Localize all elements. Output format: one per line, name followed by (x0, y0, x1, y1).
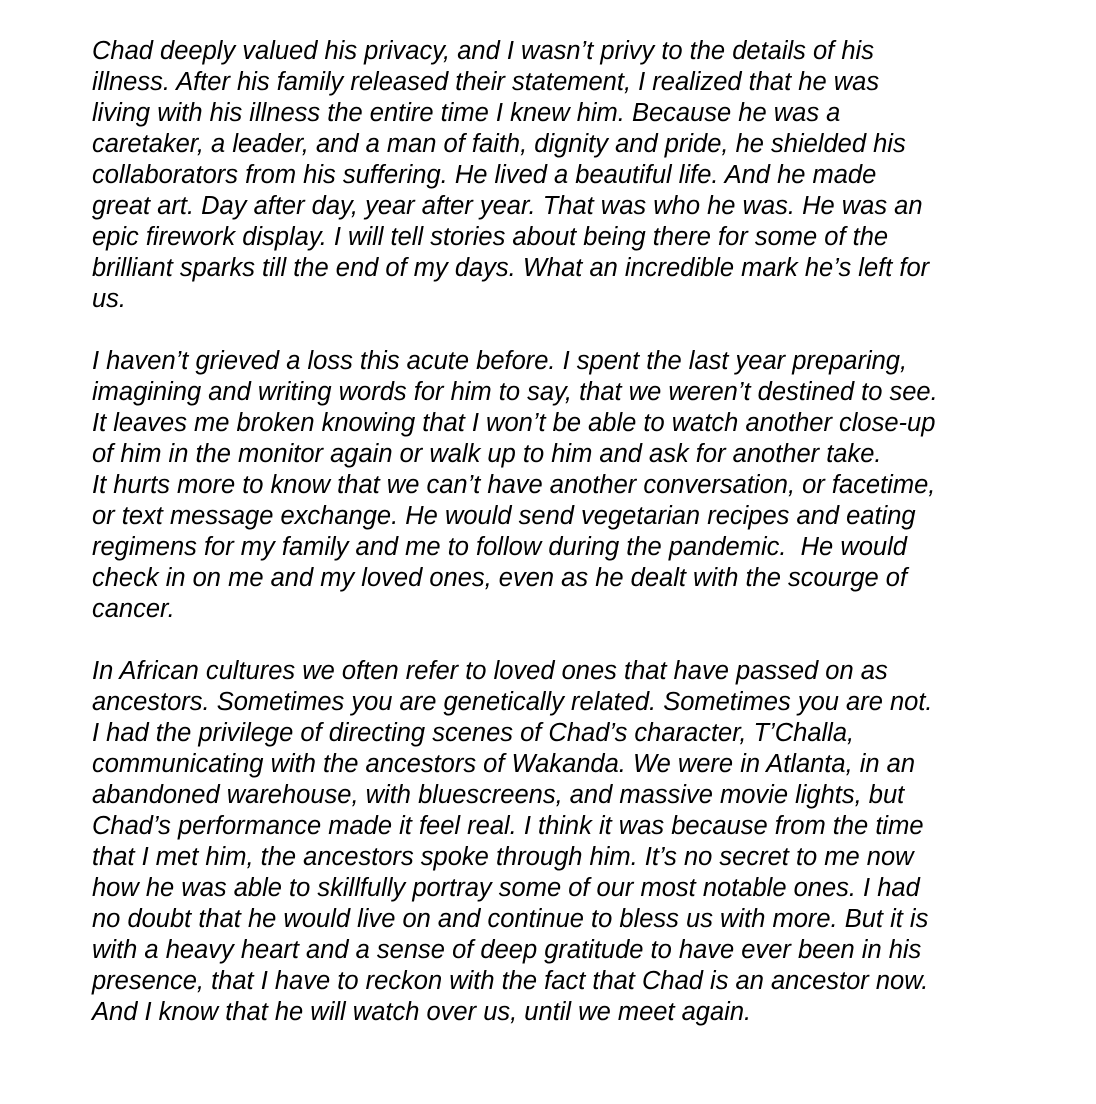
text-line: that I met him, the ancestors spoke through him. It’s no secret to me now (92, 843, 914, 871)
text-line: It hurts more to know that we can’t have another conversation, or facetime, (92, 471, 936, 499)
paragraph-ancestors (92, 656, 1052, 1028)
text-line: ancestors. Sometimes you are genetically related. Sometimes you are not. (92, 688, 933, 716)
text-line: I haven’t grieved a loss this acute before. I spent the last year preparing, (92, 347, 908, 375)
text-line: presence, that I have to reckon with the fact that Chad is an ancestor now. (92, 967, 929, 995)
text-line: regimens for my family and me to follow during the pandemic. He would (92, 533, 907, 561)
text-line: or text message exchange. He would send vegetarian recipes and eating (92, 502, 916, 530)
paragraph-privacy (92, 36, 1052, 315)
text-line: In African cultures we often refer to loved ones that have passed on as (92, 657, 888, 685)
text-line: living with his illness the entire time I knew him. Because he was a (92, 99, 841, 127)
text-line: cancer. (92, 595, 175, 623)
text-line: caretaker, a leader, and a man of faith, dignity and pride, he shielded his (92, 130, 906, 158)
text-line: us. (92, 285, 127, 313)
text-line: check in on me and my loved ones, even as he dealt with the scourge of (92, 564, 908, 592)
text-line: abandoned warehouse, with bluescreens, and massive movie lights, but (92, 781, 905, 809)
text-line: great art. Day after day, year after year. That was who he was. He was an (92, 192, 923, 220)
text-line: no doubt that he would live on and continue to bless us with more. But it is (92, 905, 929, 933)
text-line: communicating with the ancestors of Wakanda. We were in Atlanta, in an (92, 750, 916, 778)
text-line: how he was able to skillfully portray some of our most notable ones. I had (92, 874, 920, 902)
text-line: I had the privilege of directing scenes of Chad’s character, T’Challa, (92, 719, 855, 747)
text-line: illness. After his family released their statement, I realized that he was (92, 68, 880, 96)
text-line: It leaves me broken knowing that I won’t be able to watch another close-up (92, 409, 936, 437)
text-line: epic firework display. I will tell stories about being there for some of the (92, 223, 889, 251)
text-line: with a heavy heart and a sense of deep gratitude to have ever been in his (92, 936, 922, 964)
document-body (92, 36, 1052, 1028)
text-line: imagining and writing words for him to say, that we weren’t destined to see. (92, 378, 938, 406)
text-line: Chad deeply valued his privacy, and I wasn’t privy to the details of his (92, 37, 874, 65)
text-line: collaborators from his suffering. He lived a beautiful life. And he made (92, 161, 877, 189)
text-line: brilliant sparks till the end of my days. What an incredible mark he’s left for (92, 254, 930, 282)
paragraph-grief (92, 346, 1052, 625)
text-line: Chad’s performance made it feel real. I think it was because from the time (92, 812, 924, 840)
text-line: And I know that he will watch over us, until we meet again. (92, 998, 752, 1026)
text-line: of him in the monitor again or walk up to him and ask for another take. (92, 440, 882, 468)
